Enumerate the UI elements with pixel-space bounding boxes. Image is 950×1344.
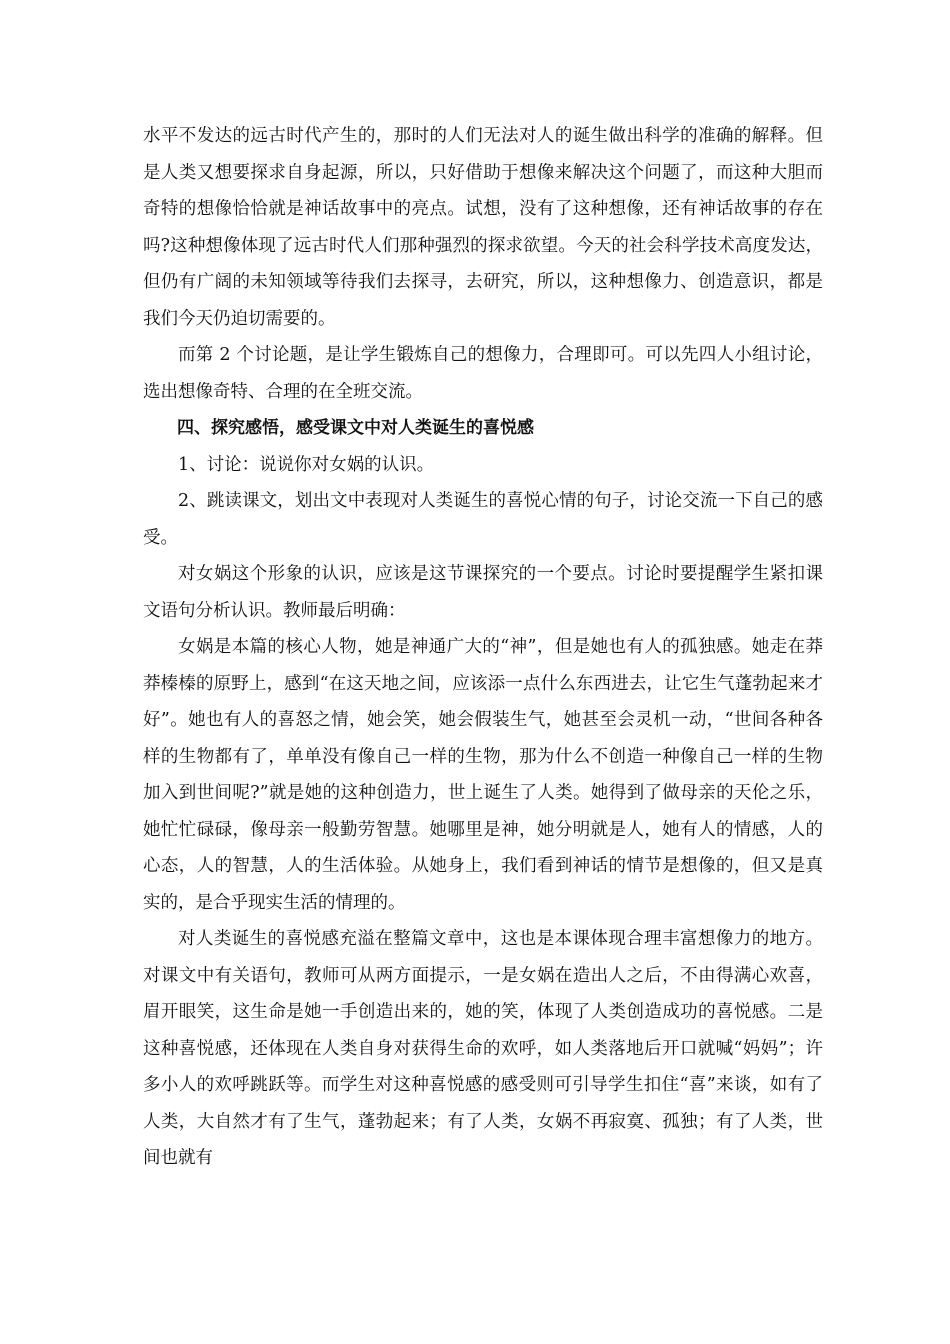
paragraph-4: 2、跳读课文，划出文中表现对人类诞生的喜悦心情的句子，讨论交流一下自己的感受。 xyxy=(143,491,823,548)
document-body xyxy=(143,118,823,1177)
paragraph-7: 对人类诞生的喜悦感充溢在整篇文章中，这也是本课体现合理丰富想像力的地方。对课文中有关语句，教师可从两方面提示，一是女娲在造出人之后，不由得满心欢喜，眉开眼笑，这生命是她一手创造出来的，她的笑，体现了人类创造成功的喜悦感。二是这种喜悦感，还体现在人类自身对获得生命的欢呼，如人类落地后开口就喊“妈妈”；许多小人的欢呼跳跃等。而学生对这种喜悦感的感受则可引导学生扣住“喜”来谈，如有了人类，大自然才有了生气，蓬勃起来；有了人类，女娲不再寂寞、孤独；有了人类，世间也就有 xyxy=(143,929,823,1168)
paragraph-5: 对女娲这个形象的认识，应该是这节课探究的一个要点。讨论时要提醒学生紧扣课文语句分析认识。教师最后明确： xyxy=(143,564,823,621)
paragraph-3: 1、讨论：说说你对女娲的认识。 xyxy=(178,454,435,475)
paragraph-2: 而第 2 个讨论题，是让学生锻炼自己的想像力，合理即可。可以先四人小组讨论，选出想像奇特、合理的在全班交流。 xyxy=(143,345,823,402)
section-heading: 四、探究感悟，感受课文中对人类诞生的喜悦感 xyxy=(177,418,534,438)
paragraph-6: 女娲是本篇的核心人物，她是神通广大的“神”，但是她也有人的孤独感。她走在莽莽榛榛的原野上，感到“在这天地之间，应该添一点什么东西进去，让它生气蓬勃起来才好”。她也有人的喜怒之情，她会笑，她会假装生气，她甚至会灵机一动，“世间各种各样的生物都有了，单单没有像自己一样的生物，那为什么不创造一种像自己一样的生物加入到世间呢?”就是她的这种创造力，世上诞生了人类。她得到了做母亲的天伦之乐，她忙忙碌碌，像母亲一般勤劳智慧。她哪里是神，她分明就是人，她有人的情感，人的心态，人的智慧，人的生活体验。从她身上，我们看到神话的情节是想像的，但又是真实的，是合乎现实生活的情理的。 xyxy=(143,637,823,913)
paragraph-1: 水平不发达的远古时代产生的，那时的人们无法对人的诞生做出科学的准确的解释。但是人类又想要探求自身起源，所以，只好借助于想像来解决这个问题了，而这种大胆而奇特的想像恰恰就是神话故事中的亮点。试想，没有了这种想像，还有神话故事的存在吗?这种想像体现了远古时代人们那种强烈的探求欲望。今天的社会科学技术高度发达，但仍有广阔的未知领域等待我们去探寻，去研究，所以，这种想像力、创造意识，都是我们今天仍迫切需要的。 xyxy=(143,126,823,329)
